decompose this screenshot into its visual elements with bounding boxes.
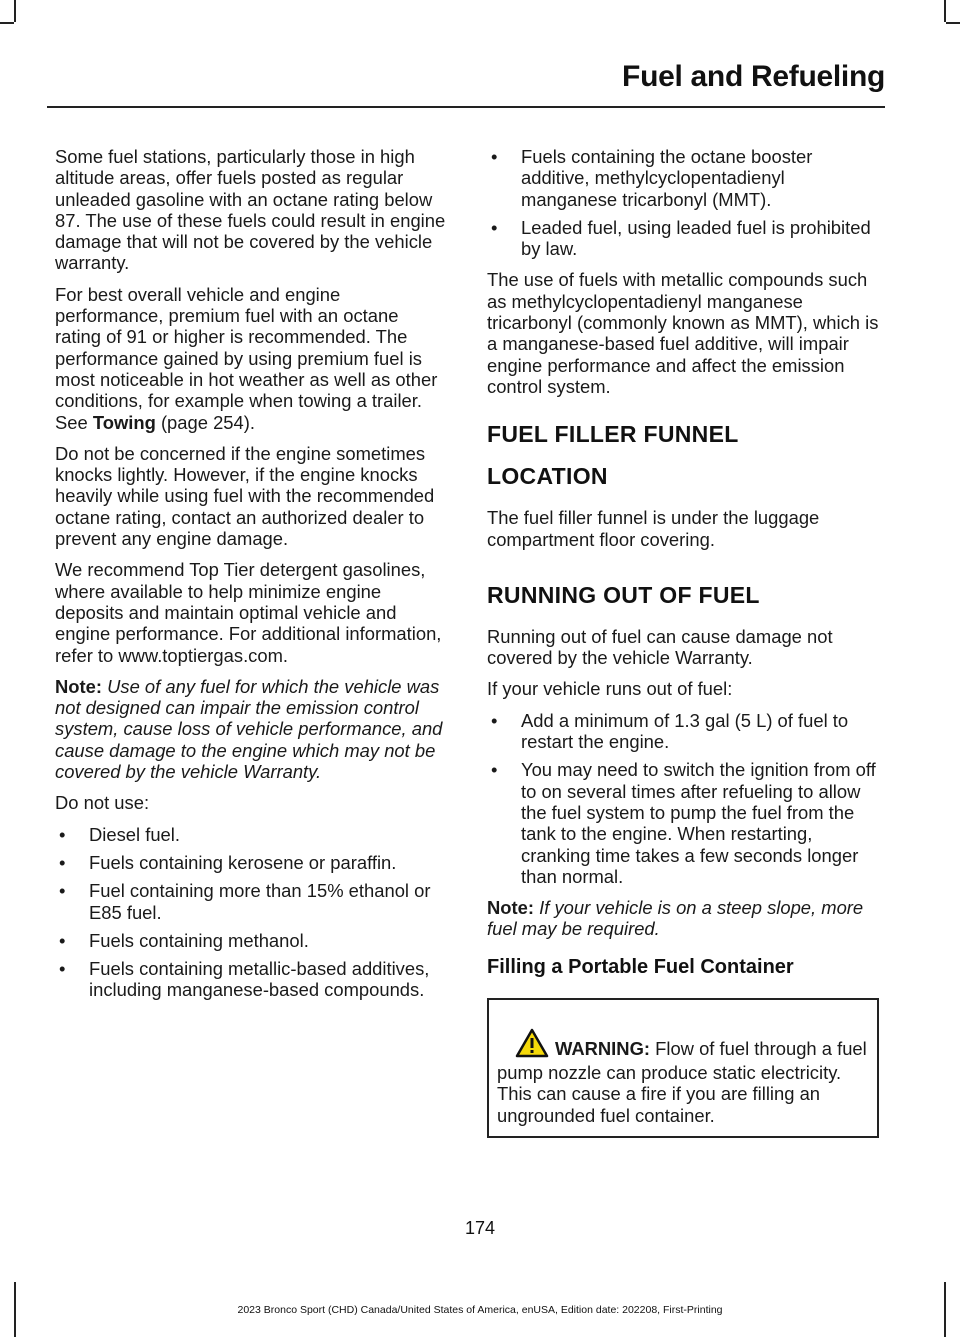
crop-mark (14, 0, 16, 22)
list-item: • Leaded fuel, using leaded fuel is prohibited by law. (487, 217, 879, 260)
crop-mark (946, 22, 960, 24)
running-out-list (487, 710, 879, 887)
list-item: • Fuels containing kerosene or paraffin. (55, 852, 447, 873)
warning-text: Flow of fuel through a fuel pump nozzle can produce static electricity. This can cause a fire if you are filling an ungrounded fuel container. (497, 1037, 867, 1126)
list-item: • Diesel fuel. (55, 824, 447, 845)
do-not-use-list-continued (487, 146, 879, 259)
paragraph: The use of fuels with metallic compounds such as methylcyclopentadienyl manganese tricarbonyl (commonly known as MMT), which is a manganese-based fuel additive, will impair engine performance and affect the emission control system. (487, 269, 879, 397)
page-number: 174 (464, 1218, 496, 1238)
paragraph: We recommend Top Tier detergent gasolines, where available to help minimize engine deposits and maintain optimal vehicle and engine performance. For additional information, refer to www.toptiergas.com. (55, 559, 442, 666)
page-title: Fuel and Refueling (622, 60, 885, 93)
note: Note: If your vehicle is on a steep slope, more fuel may be required. (487, 897, 864, 940)
paragraph: Running out of fuel can cause damage not covered by the vehicle Warranty. (487, 625, 833, 669)
list-item: • Fuels containing the octane booster additive, methylcyclopentadienyl manganese tricarbonyl (MMT). (487, 146, 879, 210)
list-item: • You may need to switch the ignition from off to on several times after refueling to allow the fuel system to pump the fuel from the tank to the engine. When restarting, cranking time takes a few seconds longer than normal. (487, 759, 879, 887)
list-item: • Add a minimum of 1.3 gal (5 L) of fuel to restart the engine. (487, 710, 879, 753)
crop-mark (0, 22, 14, 24)
header-divider (47, 106, 885, 108)
paragraph: If your vehicle runs out of fuel: (487, 678, 733, 700)
subsection-heading-portable-fuel-container: Filling a Portable Fuel Container (487, 955, 794, 978)
note-label: Note: (55, 675, 102, 697)
left-column (55, 146, 447, 1011)
warning-triangle-icon (515, 1028, 549, 1062)
paragraph: The fuel filler funnel is under the luggage compartment floor covering. (487, 507, 820, 550)
note-label: Note: (487, 897, 534, 919)
towing-link[interactable]: Towing (92, 411, 156, 433)
list-item: • Fuels containing methanol. (55, 930, 447, 951)
paragraph: Do not use: (55, 792, 150, 814)
paragraph: For best overall vehicle and engine performance, premium fuel with an octane rating of 91 or higher is recommended. The performance gained by using premium fuel is most noticeable in hot weather as well as other conditions, for example when towing a trailer. See Towing (page 254). (55, 283, 438, 433)
paragraph: Do not be concerned if the engine sometimes knocks lightly. However, if the engine knocks heavily while using fuel with the recommended octane rating, contact an authorized dealer to prevent any engine damage. (55, 442, 435, 550)
crop-mark (944, 0, 946, 22)
section-heading-fuel-filler-funnel: FUEL FILLER FUNNEL LOCATION (487, 421, 739, 490)
list-item: • Fuels containing metallic-based additives, including manganese-based compounds. (55, 958, 447, 1001)
do-not-use-list (55, 824, 447, 1001)
edition-footer: 2023 Bronco Sport (CHD) Canada/United States of America, enUSA, Edition date: 202208, First-Printing (237, 1304, 723, 1316)
section-heading-running-out-of-fuel: RUNNING OUT OF FUEL (487, 581, 760, 608)
note: Note: Use of any fuel for which the vehicle was not designed can impair the emission control system, cause loss of vehicle performance, and cause damage to the engine which may not be covered by the vehicle Warranty. (55, 675, 443, 783)
right-column (487, 146, 879, 1138)
warning-label: WARNING: (555, 1037, 651, 1059)
warning-box (487, 998, 879, 1138)
list-item: • Fuel containing more than 15% ethanol or E85 fuel. (55, 880, 447, 923)
paragraph: Some fuel stations, particularly those in high altitude areas, offer fuels posted as regular unleaded gasoline with an octane rating below 87. The use of these fuels could result in engine damage that will not be covered by the vehicle warranty. (55, 146, 446, 274)
